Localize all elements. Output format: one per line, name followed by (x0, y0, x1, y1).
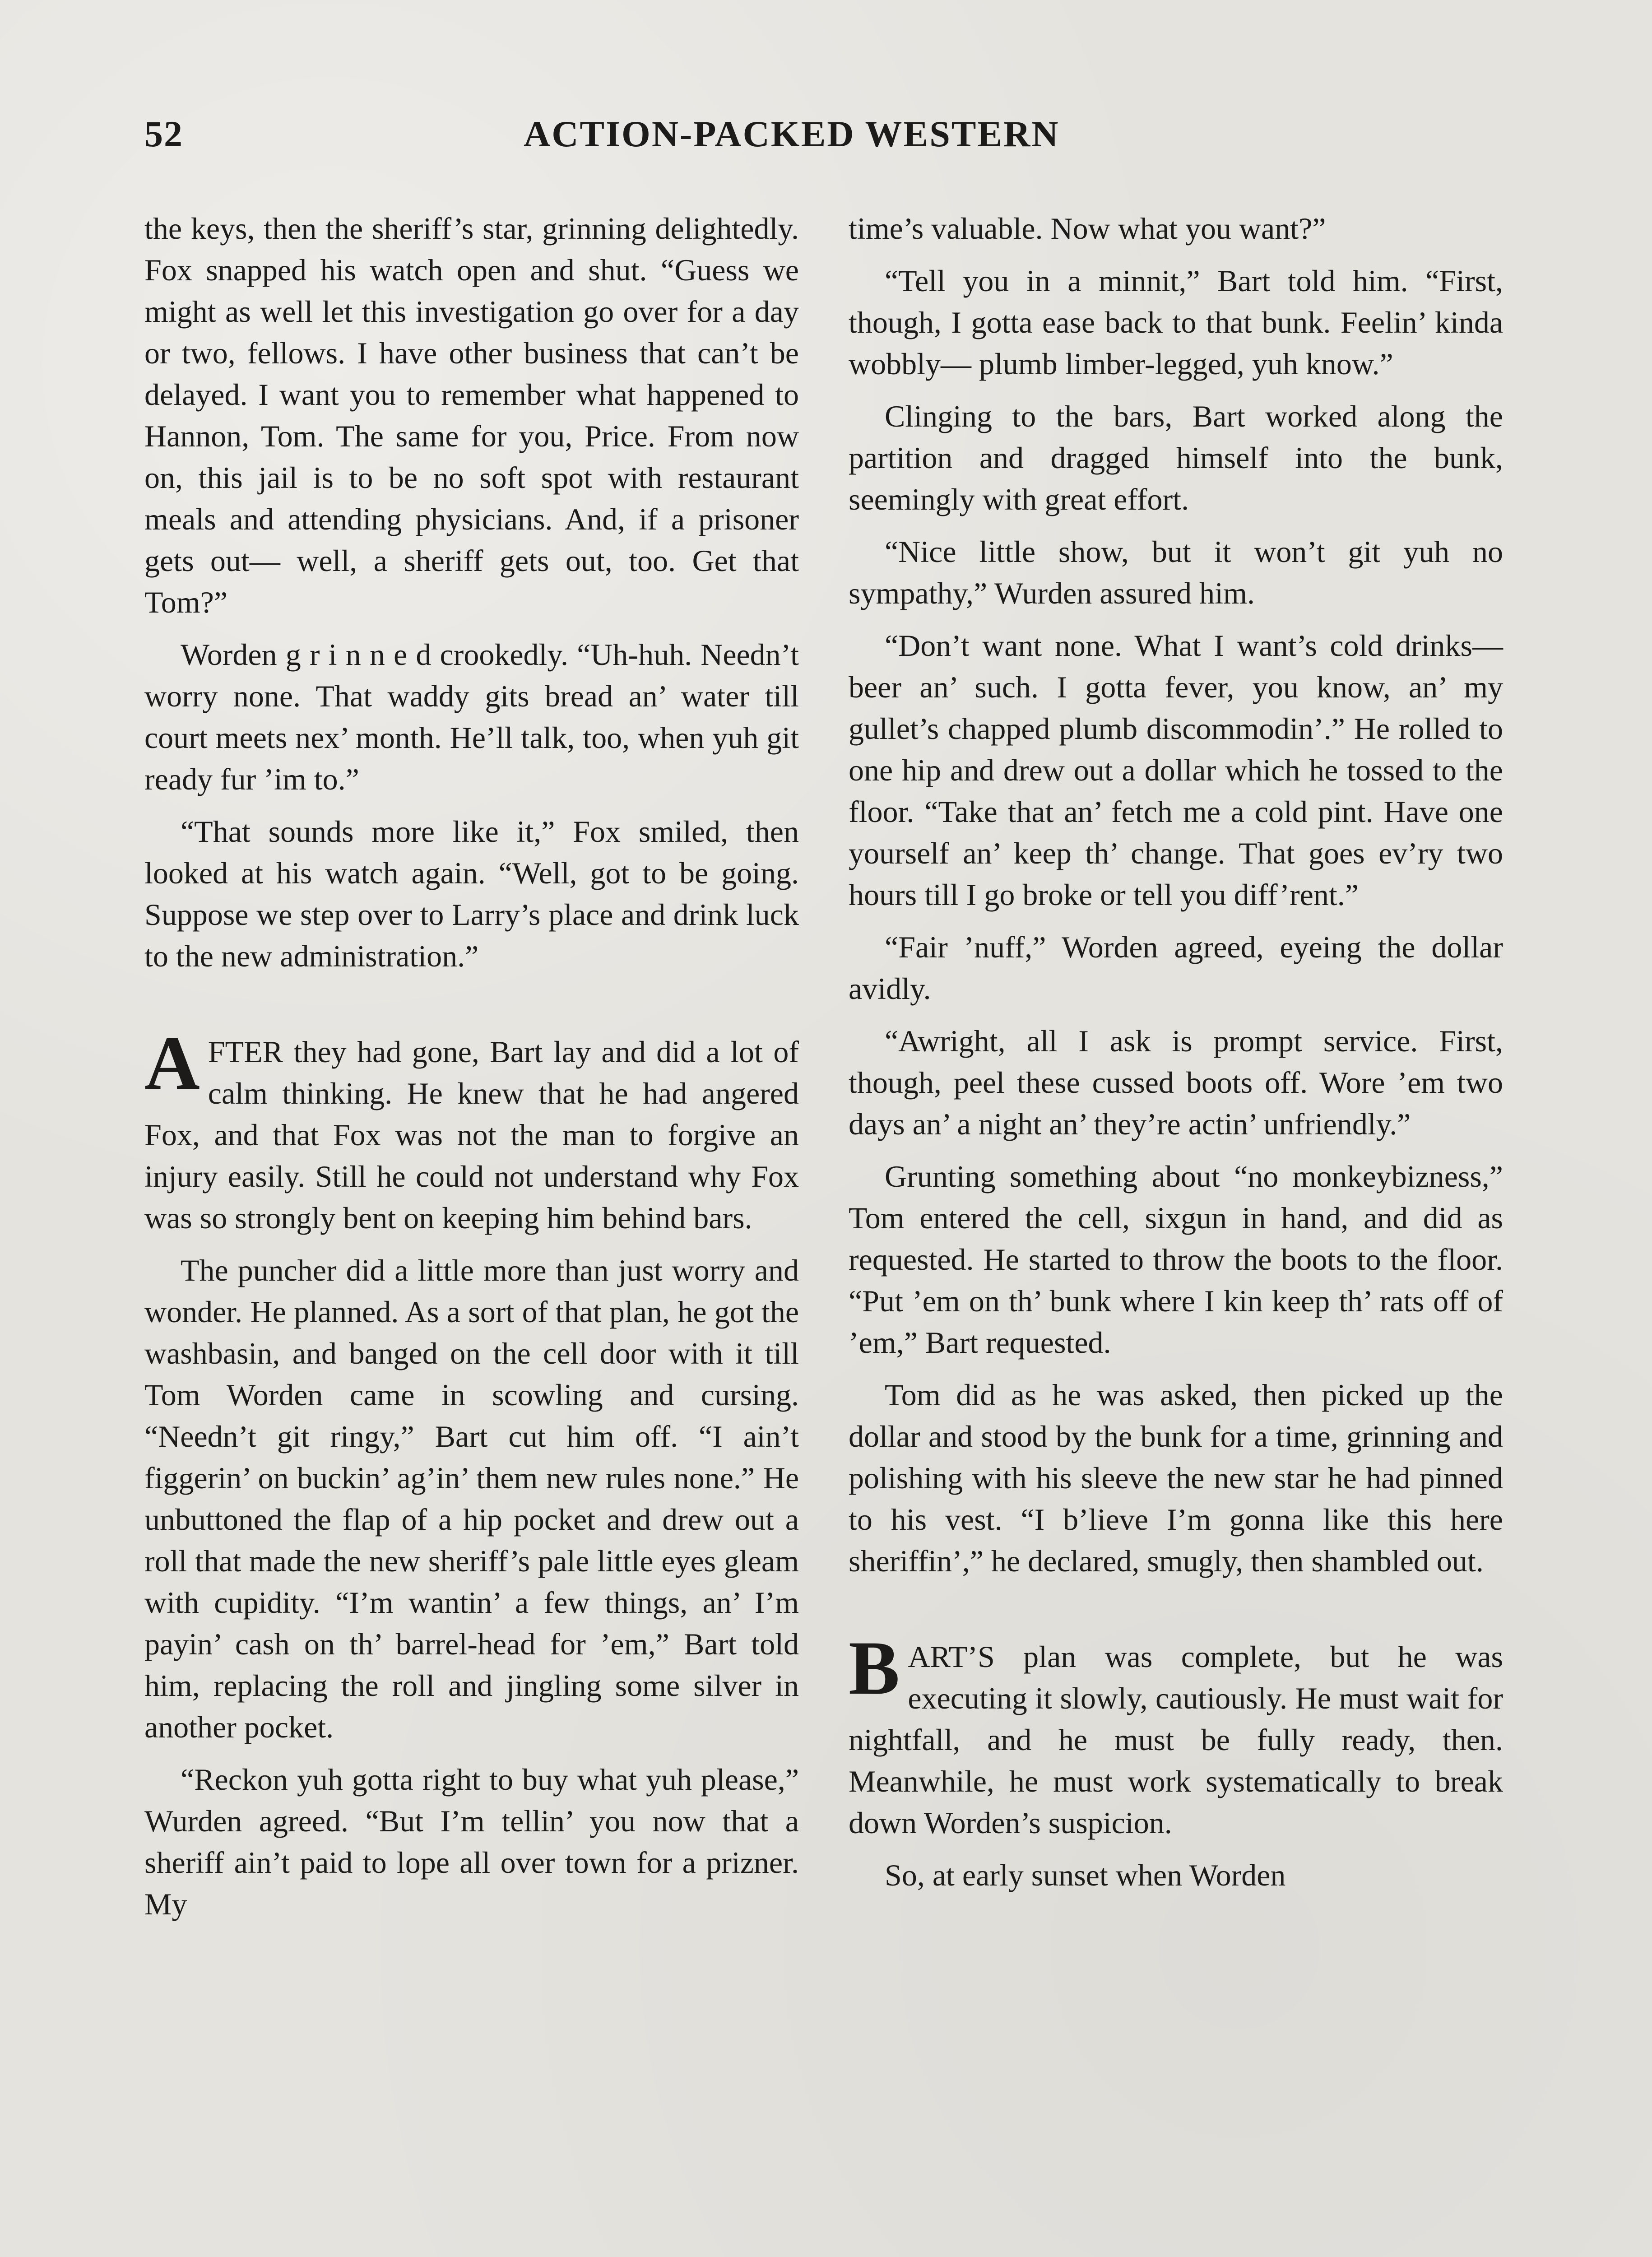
section-break-right (849, 1593, 1503, 1636)
right-drop-paragraph (849, 1625, 1503, 1844)
drop-paragraph-text-left: they had gone, Bart lay and did a lot of calm thinking. He knew that he had angered Fox, and that Fox was not the man to forgive an injury easily. Still he could not understand why Fox was so strongly bent on keeping him behind bars. (144, 1035, 799, 1235)
page-number: 52 (144, 113, 183, 154)
left-column (144, 208, 799, 1936)
left-paragraph-1: the keys, then the sheriff’s star, grinning delightedly. Fox snapped his watch open and shut. “Guess we might as well let this investigation go over for a day or two, fellows. I have other business that can’t be delayed. I want you to remember what happened to Hannon, Tom. The same for you, Price. From now on, this jail is to be no soft spot with restaurant meals and attending physicians. And, if a prisoner gets out— well, a sheriff gets out, too. Get that Tom?” (144, 211, 799, 619)
right-paragraph-3: Clinging to the bars, Bart worked along the partition and dragged himself into the bunk, seemingly with great effort. (849, 399, 1503, 516)
right-paragraph-8: Grunting something about “no monkeybizness,” Tom entered the cell, sixgun in hand, and did as requested. He started to throw the boots to the floor. “Put ’em on th’ bunk where I kin keep th’ rats off of ’em,” Bart requested. (849, 1159, 1503, 1360)
right-paragraph-2: “Tell you in a minnit,” Bart told him. “First, though, I gotta ease back to that bunk. Feelin’ kinda wobbly— plumb limber-legged, yuh know.” (849, 264, 1503, 381)
right-paragraph-1: time’s valuable. Now what you want?” (849, 211, 1326, 246)
right-paragraph-11: So, at early sunset when Worden (885, 1858, 1286, 1892)
right-paragraph-4: “Nice little show, but it won’t git yuh no sympathy,” Wurden assured him. (849, 534, 1503, 610)
drop-cap-a: A (144, 1021, 200, 1105)
left-paragraph-3: “That sounds more like it,” Fox smiled, then looked at his watch again. “Well, got to be going. Suppose we step over to Larry’s place and drink luck to the new administration.” (144, 814, 799, 973)
drop-cap-b: B (849, 1625, 900, 1710)
section-break-left (144, 988, 799, 1031)
left-paragraph-2: Worden g r i n n e d crookedly. “Uh-huh. Needn’t worry none. That waddy gits bread an’ water till court meets nex’ month. He’ll talk, too, when yuh git ready fur ’im to.” (144, 637, 799, 796)
drop-first-word-after: FTER (208, 1035, 283, 1069)
right-paragraph-9: Tom did as he was asked, then picked up the dollar and stood by the bunk for a time, grinning and polishing with his sleeve the new star he had pinned to his vest. “I b’lieve I’m gonna like this here sheriffin’,” he declared, smugly, then shambled out. (849, 1378, 1503, 1578)
left-paragraph-5: The puncher did a little more than just worry and wonder. He planned. As a sort of that plan, he got the washbasin, and banged on the cell door with it till Tom Worden came in scowling and cursing. “Needn’t git ringy,” Bart cut him off. “I ain’t figgerin’ on buckin’ ag’in’ them new rules none.” He unbuttoned the flap of a hip pocket and drew out a roll that made the new sheriff’s pale little eyes gleam with cupidity. “I’m wantin’ a few things, an’ I’m payin’ cash on th’ barrel-head for ’em,” Bart told him, replacing the roll and jingling some silver in another pocket. (144, 1253, 799, 1744)
right-column (849, 208, 1503, 1907)
right-paragraph-5: “Don’t want none. What I want’s cold drinks—beer an’ such. I gotta fever, you know, an’ my gullet’s chapped plumb discommodin’.” He rolled to one hip and drew out a dollar which he tossed to the floor. “Take that an’ fetch me a cold pint. Have one yourself an’ keep th’ change. That goes ev’ry two hours till I go broke or tell you diff’rent.” (849, 628, 1503, 912)
right-paragraph-7: “Awright, all I ask is prompt service. First, though, peel these cussed boots off. Wore ’em two days an’ a night an’ they’re actin’ unfriendly.” (849, 1024, 1503, 1141)
drop-paragraph-text-right: plan was complete, but he was executing it slowly, cautiously. He must wait for nightfall, and he must be fully ready, then. Meanwhile, he must work systematically to break down Worden’s suspicion. (849, 1639, 1503, 1840)
page-header (144, 113, 1476, 167)
left-drop-paragraph (144, 1021, 799, 1239)
running-head: ACTION-PACKED WESTERN (524, 113, 1060, 154)
drop-first-word-barts: ART’S (908, 1639, 995, 1674)
left-paragraph-6: “Reckon yuh gotta right to buy what yuh please,” Wurden agreed. “But I’m tellin’ you now that a sheriff ain’t paid to lope all over town for a prizner. My (144, 1762, 799, 1921)
right-paragraph-6: “Fair ’nuff,” Worden agreed, eyeing the dollar avidly. (849, 930, 1503, 1006)
